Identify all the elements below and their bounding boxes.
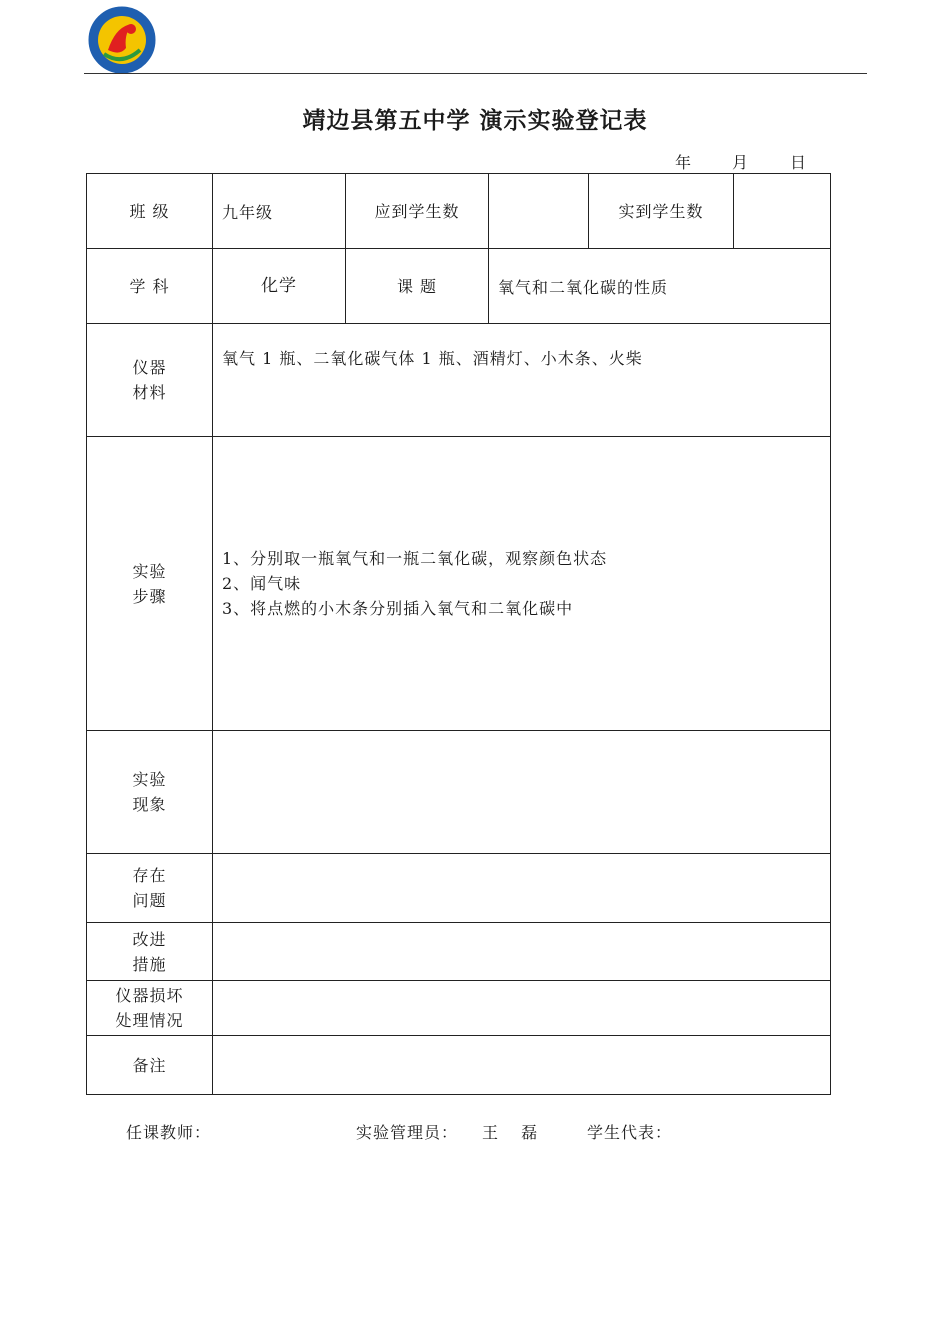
phenomenon-value[interactable] [213,731,831,854]
date-day-label: 日 [790,153,807,172]
damage-label-line-1: 仪器损坏 [115,986,184,1005]
page-title: 靖边县第五中学 演示实验登记表 [302,108,648,134]
materials-label-line-1: 仪器 [132,358,167,377]
steps-value[interactable] [213,437,831,731]
expected-students-label: 应到学生数 [346,174,489,249]
phenomenon-label-line-1: 实验 [132,770,167,789]
subject-value[interactable]: 化学 [213,249,346,324]
problems-label [87,854,213,923]
expected-students-value[interactable] [489,174,589,249]
table-row [87,437,831,731]
actual-students-value[interactable] [734,174,831,249]
subject-label: 学 科 [87,249,213,324]
improve-label-line-1: 改进 [132,929,167,949]
date-month-label: 月 [732,153,749,172]
table-row [87,923,831,981]
experiment-register-table [86,173,831,1095]
student-rep-label: 学生代表： [587,1123,673,1142]
damage-label [87,981,213,1036]
improve-label [87,923,213,981]
table-row [87,174,831,249]
table-row [87,854,831,923]
steps-label [87,437,213,731]
materials-label [87,324,213,437]
steps-label-line-2: 步骤 [132,586,167,606]
steps-label-line-1: 实验 [132,561,167,581]
table-row [87,731,831,854]
phenomenon-label [87,731,213,854]
header-rule [84,73,867,74]
topic-value[interactable]: 氧气和二氧化碳的性质 [489,249,831,324]
remarks-value[interactable] [213,1036,831,1095]
improve-value[interactable] [213,923,831,981]
damage-label-line-2: 处理情况 [115,1011,184,1030]
topic-label: 课 题 [346,249,489,324]
step-item: 2、闻气味 [222,574,302,593]
teacher-label: 任课教师： [126,1123,212,1142]
table-row [87,249,831,324]
school-emblem-icon [86,4,158,76]
manager-label: 实验管理员： [356,1123,459,1142]
step-item: 1、分别取一瓶氧气和一瓶二氧化碳，观察颜色状态 [222,549,608,568]
date-year-label: 年 [675,153,692,172]
phenomenon-label-line-2: 现象 [132,795,167,814]
class-value[interactable]: 九年级 [213,174,346,249]
manager-name: 王 磊 [482,1123,547,1142]
class-label: 班 级 [87,174,213,249]
damage-value[interactable] [213,981,831,1036]
table-row [87,324,831,437]
problems-label-line-2: 问题 [132,891,167,910]
improve-label-line-2: 措施 [132,954,167,974]
remarks-label: 备注 [87,1036,213,1095]
problems-value[interactable] [213,854,831,923]
problems-label-line-1: 存在 [132,866,167,885]
actual-students-label: 实到学生数 [589,174,734,249]
table-row [87,981,831,1036]
materials-value[interactable]: 氧气 1 瓶、二氧化碳气体 1 瓶、酒精灯、小木条、火柴 [213,324,831,437]
table-row [87,1036,831,1095]
step-item: 3、将点燃的小木条分别插入氧气和二氧化碳中 [222,599,574,618]
materials-label-line-2: 材料 [132,383,167,402]
